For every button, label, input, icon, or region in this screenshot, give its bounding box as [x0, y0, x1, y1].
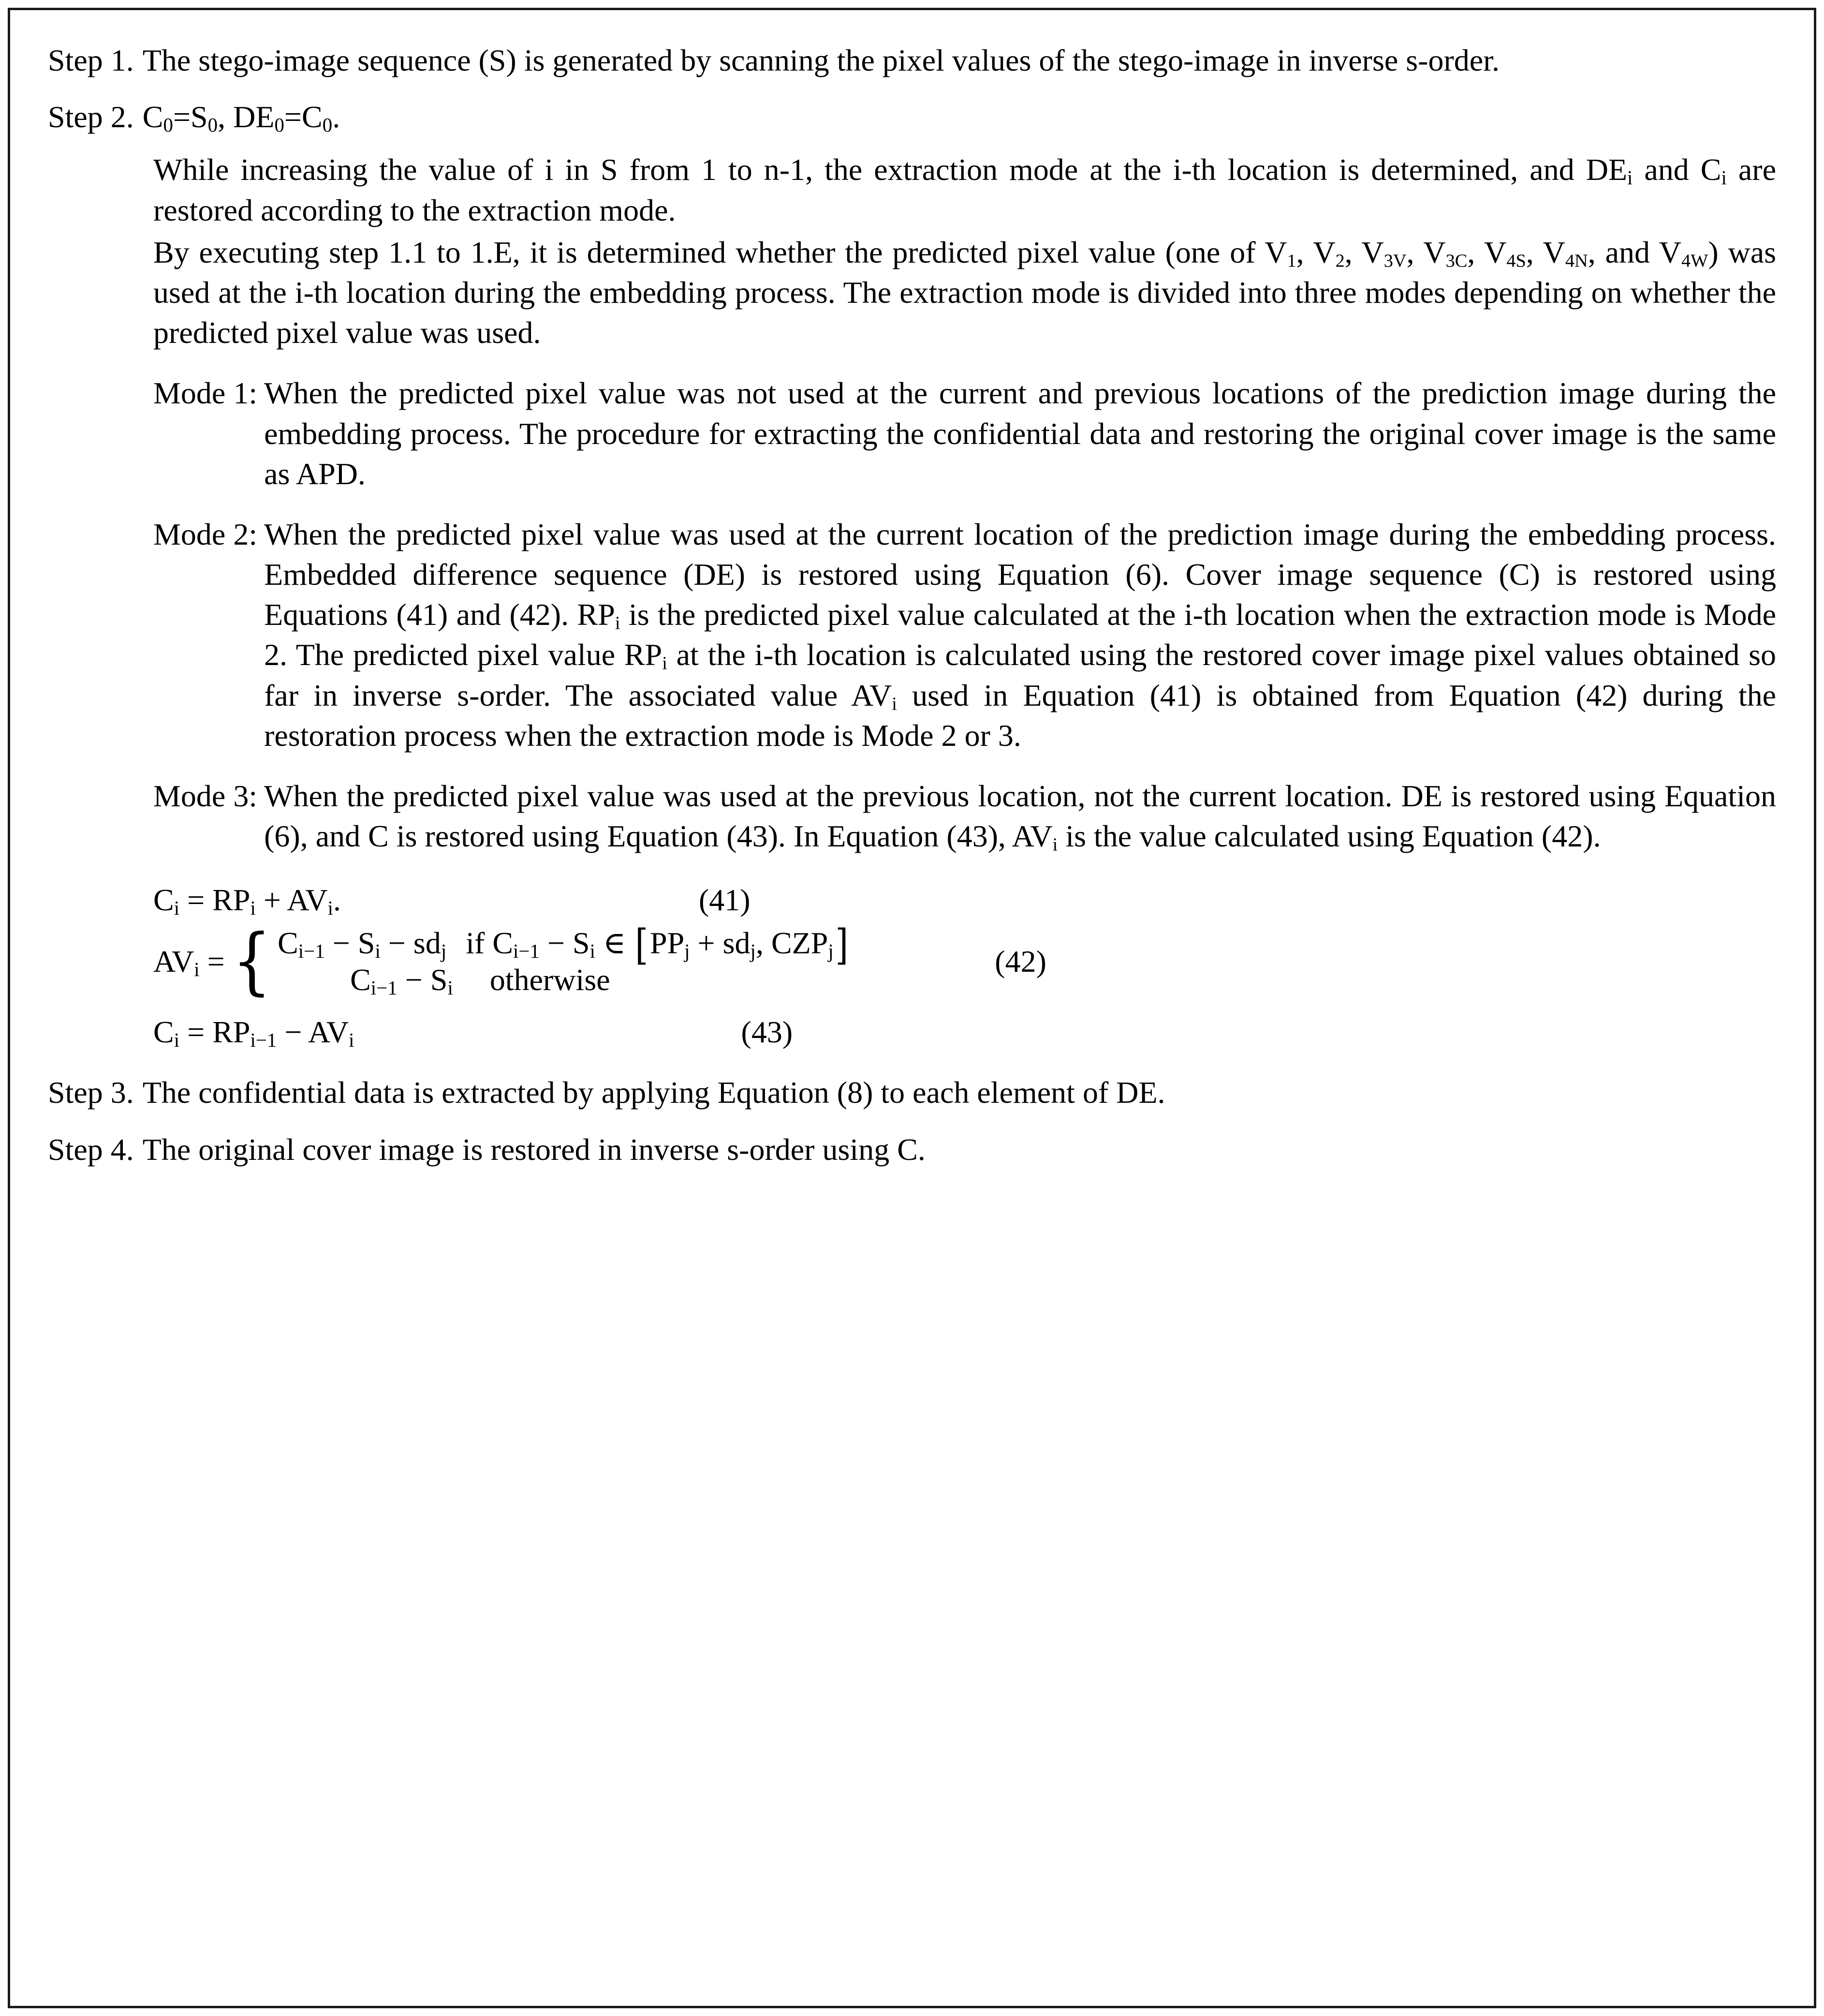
step2-para1-text: While increasing the value of i in S from 1 to n-1, the extraction mode at the i-th location is determined, and $DE_i$ and $C_i$ are restored according to the extraction mode.: [153, 152, 1777, 227]
rp-sub-i-b: i: [662, 653, 667, 674]
equation-41-row: [153, 882, 1776, 918]
eq42-c1-c: C: [278, 926, 298, 961]
eq41-lhs: C: [153, 883, 174, 918]
eq42-int-plus-sd: + sd: [690, 926, 750, 961]
procedure-box: [8, 8, 1816, 2008]
eq42-equals: =: [199, 944, 225, 978]
eq41-plus: + AV: [255, 883, 328, 918]
step-1-label: Step 1.: [48, 43, 134, 77]
eq42-cond-minus-s: − S: [539, 926, 590, 961]
step-2-head: [143, 97, 1776, 137]
step2-c: C: [142, 100, 163, 134]
mode-1-label: Mode 1:: [153, 376, 258, 411]
mode-1-text: When the predicted pixel value was not used at the current and previous locations of the prediction image during the embedding process. The procedure for extracting the confidential data and restoring the original cover image is the same as APD.: [264, 376, 1776, 491]
equation-42-case-1: $C_{i-1} - S_i - sd_j$ if $C_{i-1} - S_i$ ∈ [$PP_j + sd_j$, $CZP_j$]: [278, 920, 848, 969]
mode-3-label: Mode 3:: [153, 779, 258, 813]
step-2-label: Step 2.: [48, 100, 134, 134]
eq42-czp-sub: j: [828, 940, 834, 963]
step-4-row: [48, 1129, 1776, 1170]
mode-2-row: [153, 514, 1776, 756]
step2-eq2: =C: [284, 100, 323, 134]
step2-c2-sub: 0: [322, 114, 333, 136]
eq41-rp-sub: i: [250, 897, 256, 919]
v-sub-4s: 4S: [1506, 251, 1526, 271]
step-4-label: Step 4.: [48, 1132, 134, 1167]
v-sub-4n: 4N: [1565, 251, 1588, 271]
equation-42-case-2: [278, 962, 850, 998]
step2-eq1: =S: [173, 100, 208, 134]
step2-period: .: [332, 100, 340, 134]
step2-de-sub: 0: [274, 114, 284, 136]
de-sub-i: i: [1627, 166, 1633, 189]
eq42-cond-s-sub: i: [589, 940, 596, 963]
step-3-text: The confidential data is extracted by applying Equation (8) to each element of DE.: [142, 1075, 1165, 1110]
equation-42-brace: {: [232, 919, 271, 1004]
step2-para2-text: By executing step 1.1 to 1.E, it is determined whether the predicted pixel value (one of $V_1$, $V_2$, $V_{3V}$, $V_{3C}$, $V_{4S}$, $V_{4N}$, and $V_{4W}$) was used at the i-th location during the embedding process. The extraction mode is divided into three modes depending on whether the predicted pixel value was used.: [153, 235, 1777, 350]
eq42-cond-if: if C: [466, 926, 513, 961]
rp-sub-i-a: i: [615, 613, 620, 634]
equation-43-number: (43): [741, 1015, 793, 1050]
eq42-pp-sub: j: [684, 940, 690, 963]
av-sub-i-b: i: [1052, 834, 1058, 855]
eq41-av-sub: i: [327, 897, 333, 919]
eq42-pp: PP: [649, 926, 685, 961]
eq42-c1-minus-sd: − sd: [380, 926, 441, 961]
equation-42-number: (42): [995, 944, 1046, 978]
eq41-period: .: [333, 883, 341, 918]
equation-43-math: [153, 1014, 354, 1050]
eq43-lhs: C: [153, 1015, 174, 1050]
eq42-c1-minus-s: − S: [324, 926, 375, 961]
eq42-c1-sd-sub: j: [441, 940, 447, 963]
step-2-paragraph-1: [153, 149, 1776, 230]
mode-2-text: When the predicted pixel value was used at the current location of the prediction image during the embedding process. Embedded difference sequence (DE) is restored using Equation (6). Cover image sequence (C) is restored using Equations (41) and (42). $RP_i$ is the predicted pixel value calculated at the i-th location when the extraction mode is Mode 2. The predicted pixel value $RP_i$ at the i-th location is calculated using the restored cover image pixel values obtained so far in inverse s-order. The associated value $AV_i$ used in Equation (41) is obtained from Equation (42) during the restoration process when the extraction mode is Mode 2 or 3.: [264, 517, 1777, 753]
mode-2-label: Mode 2:: [153, 517, 258, 551]
v-sub-2: 2: [1335, 251, 1345, 271]
eq42-cond-in: ∈: [595, 926, 634, 961]
eq42-int-sd-sub: j: [750, 940, 756, 963]
av-sub-i-a: i: [892, 694, 897, 714]
step2-c-sub: 0: [163, 114, 173, 136]
step-1-row: [48, 40, 1776, 80]
c-sub-i: i: [1721, 166, 1727, 189]
eq43-minus: − AV: [277, 1015, 349, 1050]
eq42-c1-c-sub: i−1: [298, 940, 325, 963]
eq43-av-sub: i: [349, 1029, 354, 1052]
eq41-lhs-sub: i: [174, 897, 180, 919]
equation-42-lhs: [153, 944, 229, 979]
eq43-lhs-sub: i: [174, 1029, 180, 1052]
eq42-c2-c: C: [350, 962, 371, 997]
equation-43-row: [153, 1014, 1776, 1050]
eq42-int-czp: , CZP: [755, 926, 828, 961]
step-4-text: The original cover image is restored in inverse s-order using C.: [142, 1132, 926, 1167]
v-sub-1: 1: [1287, 251, 1296, 271]
v-sub-4w: 4W: [1681, 251, 1708, 271]
mode-3-text: When the predicted pixel value was used at the previous location, not the current location. DE is restored using Equation (6), and C is restored using Equation (43). In Equation (43), $AV_i$ is the value calculated using Equation (42).: [264, 779, 1776, 855]
eq42-otherwise: otherwise: [489, 962, 610, 997]
equation-41-number: (41): [698, 883, 750, 918]
step2-comma: , DE: [218, 100, 275, 134]
eq42-cond-c-sub: i−1: [513, 940, 540, 963]
equation-41-math: [153, 882, 341, 918]
eq42-c1-s-sub: i: [375, 940, 381, 963]
step-2-paragraph-2: [153, 232, 1776, 353]
v-sub-3v: 3V: [1383, 251, 1407, 271]
eq43-rp-sub: i−1: [250, 1029, 277, 1052]
step-2-row: [48, 97, 1776, 137]
v-sub-3c: 3C: [1445, 251, 1468, 271]
step-1-text: The stego-image sequence (S) is generated by scanning the pixel values of the stego-image in inverse s-order.: [142, 43, 1500, 77]
eq43-eq: = RP: [179, 1015, 250, 1050]
eq42-av: AV: [153, 944, 194, 978]
mode-1-row: [153, 373, 1776, 494]
step-3-label: Step 3.: [48, 1075, 134, 1110]
equation-42-row: [153, 919, 1776, 1004]
eq41-eq: = RP: [179, 883, 250, 918]
step-3-row: [48, 1072, 1776, 1112]
eq42-c2-s-sub: i: [447, 976, 453, 999]
equation-42-cases: [278, 920, 850, 999]
mode-3-row: [153, 776, 1776, 856]
step2-s-sub: 0: [207, 114, 218, 136]
eq42-c2-c-sub: i−1: [370, 976, 397, 999]
eq42-av-sub: i: [194, 958, 200, 980]
eq42-c2-minus-s: − S: [397, 962, 448, 997]
